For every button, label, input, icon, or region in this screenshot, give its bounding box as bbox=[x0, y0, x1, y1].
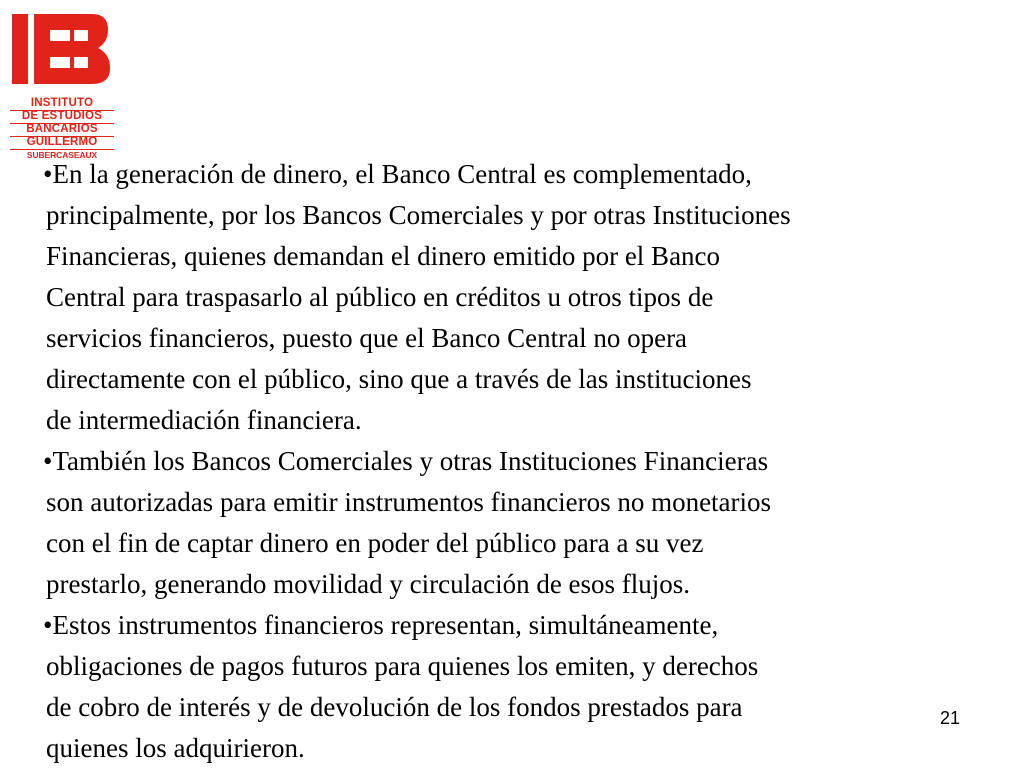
bullet-marker: • bbox=[43, 446, 53, 476]
paragraph-line: En la generación de dinero, el Banco Central es complementado, bbox=[52, 159, 752, 189]
logo-line-4: GUILLERMO bbox=[10, 137, 114, 150]
paragraph-line: obligaciones de pagos futuros para quienes los emiten, y derechos bbox=[46, 651, 759, 681]
paragraph-line: principalmente, por los Bancos Comerciales y por otras Instituciones bbox=[46, 200, 791, 230]
paragraph-line: de cobro de interés y de devolución de los fondos prestados para bbox=[46, 692, 743, 722]
paragraph-line: Central para traspasarlo al público en créditos u otros tipos de bbox=[46, 282, 714, 312]
logo-line-5: SUBERCASEAUX bbox=[26, 150, 98, 160]
logo-line-1: INSTITUTO bbox=[10, 98, 114, 111]
paragraph-line: prestarlo, generando movilidad y circulación de esos flujos. bbox=[46, 569, 691, 599]
paragraph-line: Estos instrumentos financieros representan, simultáneamente, bbox=[52, 610, 719, 640]
bullet-marker: • bbox=[43, 159, 53, 189]
ieb-logo-mark-icon bbox=[10, 12, 114, 88]
bullet-marker: • bbox=[43, 610, 53, 640]
logo-wordmark bbox=[10, 98, 114, 161]
paragraph-line: son autorizadas para emitir instrumentos financieros no monetarios bbox=[46, 487, 772, 517]
paragraph-line: de intermediación financiera. bbox=[46, 405, 362, 435]
logo-line-2: DE ESTUDIOS bbox=[10, 111, 114, 124]
paragraph-1 bbox=[43, 154, 996, 441]
institution-logo bbox=[10, 12, 114, 162]
page-number: 21 bbox=[940, 708, 961, 728]
paragraph-line: Financieras, quienes demandan el dinero emitido por el Banco bbox=[46, 241, 721, 271]
logo-line-3: BANCARIOS bbox=[10, 124, 114, 137]
paragraph-3 bbox=[43, 605, 996, 769]
paragraph-line: directamente con el público, sino que a través de las instituciones bbox=[46, 364, 752, 394]
paragraph-line: con el fin de captar dinero en poder del público para a su vez bbox=[46, 528, 704, 558]
slide-body-text bbox=[43, 154, 996, 769]
paragraph-line: También los Bancos Comerciales y otras Instituciones Financieras bbox=[52, 446, 769, 476]
paragraph-2 bbox=[43, 441, 996, 605]
paragraph-line: servicios financieros, puesto que el Banco Central no opera bbox=[46, 323, 688, 353]
paragraph-line: quienes los adquirieron. bbox=[46, 733, 305, 763]
